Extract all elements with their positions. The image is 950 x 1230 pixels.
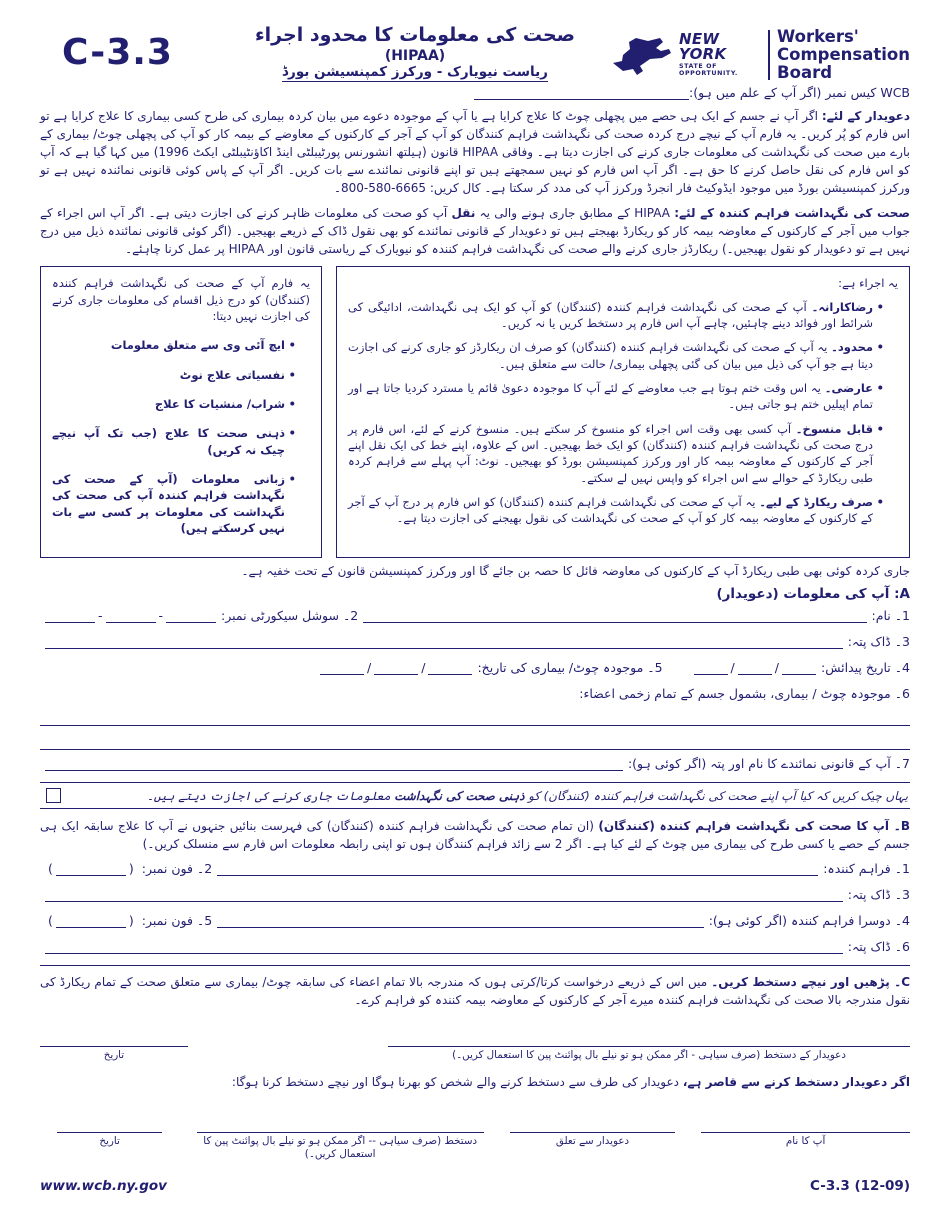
claimant-signature-col [388,1031,910,1062]
row-mailing-address [40,634,910,649]
mental-health-consent-text: یہاں چیک کریں کہ کیا آپ اپنے صحت کی نگہداشت فراہم کنندہ (کنندگان) کو ذہنی صحت کی نگہداشت معلومات جاری کرنے کی اجازت دیتے ہیں۔ [146,788,908,803]
footer-form-code: C-3.3 (12-09) [810,1177,910,1194]
row-provider2-address [40,939,910,954]
injury-day-line[interactable] [374,660,418,675]
section-b-heading [40,817,910,853]
section-b-description: (ان تمام صحت کی نگہداشت فراہم کنندہ (کنندگان) کی فہرست بنائیں جنہوں نے آپ کا علاج سابقہ ایک ہی جسم کے حصے یا کسی طرح کی بیماری میں چوٹ کے لئے کیا ہے۔ اگر 2 سے زائد فراہم کنندگان ہوں تو اپنی رابطہ معلومات اس فارم سے منسلک کریں۔) [40,819,910,852]
relation-col [510,1117,675,1148]
phone2-label: 5۔ فون نمبر: [141,913,213,929]
row-legal-rep [40,756,910,771]
release-item-temporary: • عارضی۔ یہ اس وقت ختم ہوتا ہے جب معاوضے کے لئے آپ کا موجودہ دعویٰ قائم یا مسترد کردیا جاتا ہے اور تمام اپیلیں ختم ہو جاتی ہیں۔ [348,380,884,413]
page-title: صحت کی معلومات کا محدود اجراء [254,24,576,46]
release-item-voluntary: • رضاکارانہ۔ آپ کے صحت کی نگہداشت فراہم کنندہ (کنندگان) کو آپ کو ایک ہی نگہداشت، ادائیگی کی شرائط اور فوائد دینے چاہئیں، چاہے آپ اس فارم پر دستخط کریں یا نہ کریں۔ [348,299,884,332]
form-header [40,24,910,81]
dob-year-line[interactable] [782,660,816,675]
phone1-input-line[interactable] [56,861,126,876]
provider2-input-line[interactable] [217,913,703,928]
wcb-case-number-label: WCB کیس نمبر (اگر آپ کے علم میں ہو): [689,85,910,101]
injury-slash1: / [367,660,372,676]
excluded-item-mental-health: • ذہنی صحت کا علاج (جب تک آپ نیچے چیک نہ کریں) [52,425,296,458]
brand-line2: Compensation [777,44,910,64]
representative-signature-label: دستخط (صرف سیاہی -- اگر ممکن ہو تو نیلے بال پوائنٹ پین کا استعمال کریں۔) [203,1134,478,1161]
dob-day-line[interactable] [738,660,772,675]
representative-signature-row [40,1117,910,1162]
logo-newyork-text: NEW YORK [679,30,727,64]
excluded-info-box [40,266,322,558]
title-block [220,24,610,80]
ssn-part3-line[interactable] [166,608,216,623]
your-name-col [701,1117,910,1148]
injury-year-line[interactable] [428,660,472,675]
ssn-dash2: - [158,608,164,624]
address-input-line[interactable] [45,634,843,649]
brand-line3: Board [777,62,833,82]
phone2-input-group [45,913,137,928]
injury-date-label: 5۔ موجودہ چوٹ/ بیماری کی تاریخ: [477,660,663,676]
form-subtitle-hipaa: (HIPAA) [384,47,446,64]
dob-input-group [694,660,816,675]
injury-slash2: / [421,660,426,676]
signature-date-label: تاریخ [103,1049,125,1062]
provider1-label: 1۔ فراہم کنندہ: [823,861,910,877]
excluded-item-oral-info: • زبانی معلومات (آپ کے صحت کی نگہداشت فراہم کنندہ آپ کی صحت کی نگہداشت کی معلومات پر کسی سے بات نہیں کرسکتے ہیں) [52,471,296,536]
form-number: C-3.3 [62,32,173,73]
section-c-text: میں اس کے ذریعے درخواست کرتا/کرتی ہوں کہ مندرجہ بالا تمام اعضاء کی سابقہ چوٹ/ بیماری سے متعلق صحت کے تمام ریکارڈ کی نقول مندرجہ بالا صحت کی نگہداشت فراہم کنندہ میرے آجر کے کارکنوں کے معاوضہ بیمہ کنندہ کو فراہم کرے۔ [40,975,910,1008]
row-provider1 [40,861,910,876]
representative-signature-col [197,1117,484,1162]
claimant-instructions: دعویدار کے لئے: اگر آپ نے جسم کے ایک ہی حصے میں پچھلی چوٹ کا علاج کرایا ہے یا آپ کے موجودہ دعوے میں بیان کردہ بیماری کی طرح کسی بیماری کا علاج کرایا ہے تو اس فارم کو پُر کریں۔ یہ فارم آپ کے نیچے درج کردہ صحت کی نگہداشت فراہم کنندگان کو آپ کے آجر کے کارکنوں کے معاوضے کے بیمہ کار کو آپ کی پچھلی چوٹ/ بیماری کے بارے میں صحت کی نگہداشت کی معلومات جاری کرنے کی اجازت دیتا ہے۔ وفاقی HIPAA قانون (ہیلتھ انشورنس پورٹیبلٹی اینڈ اکاؤنٹیبلٹی ایکٹ 1996) میں کہا گیا ہے کہ آپ کو اس فارم کی نقل حاصل کرنے کا حق ہے۔ اگر آپ اس فارم کو نہیں سمجھتے ہیں تو اپنے قانونی نمائندے سے بات کریں۔ اگر آپ کے پاس کوئی قانونی نمائندہ نہیں ہے تو ورکرز کمپنسیشن بورڈ میں موجود ایڈوکیٹ فار انجرڈ ورکرز آپ کی مدد کر سکتا ہے۔ کال کریں: 800-580-6665۔ [40,109,910,196]
phone1-paren-close: ) [128,861,134,877]
claimant-instructions-text: اگر آپ نے جسم کے ایک ہی حصے میں پچھلی چوٹ کا علاج کرایا ہے یا آپ کے موجودہ دعوے میں بیان کردہ بیماری کی طرح کسی بیماری کا علاج کرایا ہے تو اس فارم کو پُر کریں۔ یہ فارم آپ کے نیچے درج کردہ صحت کی نگہداشت فراہم کنندگان کو آپ کے آجر کے کارکنوں کے معاوضے کے بیمہ کار کو آپ کی پچھلی چوٹ/ بیماری کے بارے میں صحت کی نگہداشت کی معلومات جاری کرنے کی اجازت دیتا ہے۔ وفاقی HIPAA قانون (ہیلتھ انشورنس پورٹیبلٹی اینڈ اکاؤنٹیبلٹی ایکٹ 1996) میں کہا گیا ہے کہ آپ کو اس فارم کی نقل حاصل کرنے کا حق ہے۔ اگر آپ اس فارم کو نہیں سمجھتے ہیں تو اپنے قانونی نمائندے سے بات کریں۔ اگر آپ کے پاس کوئی قانونی نمائندہ نہیں ہے تو ورکرز کمپنسیشن بورڈ میں موجود ایڈوکیٹ فار انجرڈ ورکرز آپ کی مدد کر سکتا ہے۔ کال کریں: [40,109,910,196]
row-injury-description-label [40,686,910,701]
excluded-item-alcohol-drug: • شراب/ منشیات کا علاج [52,396,296,412]
legal-rep-label: 7۔ آپ کے قانونی نمائندے کا نام اور پتہ (اگر کوئی ہو): [627,756,910,772]
signature-date-line[interactable] [40,1031,188,1047]
row-provider2 [40,913,910,928]
provider2-address-label: 6۔ ڈاک پتہ: [847,939,910,955]
provider-instructions: صحت کی نگہداشت فراہم کنندہ کے لئے: HIPAA کے مطابق جاری ہونے والی یہ نقل آپ کو صحت کی معلومات ظاہر کرنے کی اجازت دیتی ہے۔ اگر آپ اس اجراء کے جواب میں آجر کے کارکنوں کے معاوضہ بیمہ کار کو ریکارڈ بھیجتے ہیں تو دعویدار کے قانونی نمائندے کو بھی نقول ڈاک کے ذریعے بھیجیں۔ (اگر کوئی قانونی نمائندہ ذیل میں درج نہیں ہے تو دعویدار کو نقول بھیجیں۔) ریکارڈز جاری کرنے والے صحت کی نگہداشت فراہم کنندہ کو نیویارک کے ریاستی قانون اور HIPAA پر عمل کرنا چاہئے۔ [40,206,910,257]
excluded-info-list [52,337,310,536]
release-terms-box [336,266,910,558]
logo-divider [768,30,771,80]
name-label: 1۔ نام: [871,608,910,624]
name-input-line[interactable] [363,608,866,623]
claimant-signature-row [40,1031,910,1062]
ssn-part2-line[interactable] [106,608,156,623]
row-provider1-address [40,887,910,902]
agency-name: ریاست نیویارک - ورکرز کمپنسیشن بورڈ [282,63,548,80]
your-name-line[interactable] [701,1117,910,1133]
injury-month-line[interactable] [320,660,364,675]
ssn-part1-line[interactable] [45,608,95,623]
legal-rep-input-line[interactable] [45,756,623,771]
release-item-revocable: • قابل منسوخ۔ آپ کسی بھی وقت اس اجراء کو منسوخ کر سکتے ہیں۔ منسوخ کرنے کے لئے، اس فارم پر درج صحت کی نگہداشت فراہم کنندہ (کنندگان) کو ایک خط بھیجیں۔ اس کے علاوہ، اپنے خط کی ایک نقل اپنے آجر کے کارکنوں کے معاوضہ بیمہ کار اور ورکرز کمپنسیشن بورڈ کو بھیجیں۔ نوٹ: آپ پہلے سے فراہم کردہ طبی ریکارڈ کے حوالے سے اس اجراء کو واپس نہیں لے سکتے۔ [348,421,884,486]
logo-wordmark [679,32,761,77]
dob-month-line[interactable] [694,660,728,675]
logo-tagline: STATE OF OPPORTUNITY. [679,63,738,77]
confidential-note: جاری کردہ کوئی بھی طبی ریکارڈ آپ کے کارکنوں کی معاوضہ فائل کا حصہ بن جائے گا اور ورکرز کمپنسیشن قانون کے تحت خفیہ ہے۔ [241,564,910,579]
section-c-title: C۔ پڑھیں اور نیچے دستخط کریں۔ [711,975,910,990]
phone2-paren-close: ) [128,913,134,929]
brand-name [777,28,910,81]
relation-label: دعویدار سے تعلق [555,1134,630,1147]
info-boxes [40,266,910,558]
provider-instructions-lead: صحت کی نگہداشت فراہم کنندہ کے لئے: [674,206,910,221]
release-box-intro: یہ اجراء ہے: [838,276,898,291]
representative-date-line[interactable] [57,1117,161,1133]
address-label: 3۔ ڈاک پتہ: [847,634,910,650]
dob-label: 4۔ تاریخ پیدائش: [820,660,910,676]
relation-line[interactable] [510,1117,675,1133]
release-terms-list [348,299,898,527]
unable-to-sign-note: اگر دعویدار دستخط کرنے سے قاصر ہے، دعویدار کی طرف سے دستخط کرنے والے شخص کو بھرنا ہوگا اور نیچے دستخط کرنا ہوگا: [231,1074,910,1089]
provider1-input-line[interactable] [217,861,818,876]
section-c-heading [40,973,910,1009]
mental-health-consent-row [40,782,910,809]
representative-signature-line[interactable] [197,1117,484,1133]
nys-logo [610,24,910,81]
section-divider [40,965,910,966]
advocate-phone-number: 800-580-6665 [340,181,426,196]
provider1-address-line[interactable] [45,887,843,902]
claimant-instructions-lead: دعویدار کے لئے: [821,109,910,124]
wcb-case-number-line[interactable] [474,85,689,100]
excluded-item-psychotherapy: • نفسیاتی علاج نوٹ [52,367,296,383]
row-dates [40,660,910,675]
signature-date-col [40,1031,188,1062]
provider2-label: 4۔ دوسرا فراہم کنندہ (اگر کوئی ہو): [708,913,910,929]
unable-to-sign-lead: اگر دعویدار دستخط کرنے سے قاصر ہے، [682,1074,910,1089]
footer-website: www.wcb.ny.gov [40,1177,167,1194]
phone1-label: 2۔ فون نمبر: [141,861,213,877]
phone2-input-line[interactable] [56,913,126,928]
provider1-address-label: 3۔ ڈاک پتہ: [847,887,910,903]
ssn-label: 2۔ سوشل سیکورٹی نمبر: [221,608,359,624]
injury-desc-line-1[interactable] [40,706,910,726]
injury-desc-line-2[interactable] [40,730,910,750]
representative-date-col [57,1117,161,1148]
excluded-box-intro: یہ فارم آپ کے صحت کی نگہداشت فراہم کنندہ (کنندگان) کو درج ذیل اقسام کی معلومات جاری کرنے کی اجازت نہیں دیتا: [52,276,310,324]
phone2-paren-open: ( [48,913,53,929]
phone1-input-group [45,861,137,876]
provider2-address-line[interactable] [45,939,843,954]
excluded-item-hiv: • ایچ آئی وی سے متعلق معلومات [52,337,296,353]
injury-desc-label: 6۔ موجودہ چوٹ / بیماری، بشمول جسم کے تمام زخمی اعضاء: [579,686,910,702]
representative-date-label: تاریخ [99,1134,120,1147]
section-a-title: A: آپ کی معلومات (دعویدار) [716,586,910,603]
section-b-title: B۔ آپ کا صحت کی نگہداشت فراہم کنندہ (کنندگان) [598,819,910,834]
row-name-ssn [40,608,910,623]
release-item-records-only: • صرف ریکارڈ کے لیے۔ یہ آپ کے صحت کی نگہداشت فراہم کنندہ (کنندگان) کو اس فارم پر درج آپ کے آجر کے کارکنوں کے معاوضہ بیمہ کار کو آپ کے صحت کی نگہداشت کی نقول بھیجنے کی اجازت دیتا ہے۔ [348,494,884,527]
ssn-dash1: - [98,608,103,624]
release-item-limited: • محدود۔ یہ آپ کے صحت کی نگہداشت فراہم کنندہ (کنندگان) کو صرف ان ریکارڈز کو جاری کرنے کی اجازت دیتا ہے جو آپ کی ذیل میں بیان کی گئی پچھلی بیماری/ حالت سے متعلق ہیں۔ [348,339,884,372]
dob-slash2: / [774,660,779,676]
dob-slash1: / [730,660,735,676]
your-name-label: آپ کا نام [785,1134,826,1147]
wcb-case-number-row [40,85,910,100]
claimant-signature-label: دعویدار کے دستخط (صرف سیاہی - اگر ممکن ہو تو نیلے بال پوائنٹ پین کا استعمال کریں۔) [452,1049,846,1062]
ssn-input-group [45,608,216,623]
ny-state-icon [610,33,672,77]
claimant-signature-line[interactable] [388,1031,910,1047]
form-footer [40,1178,910,1194]
phone1-paren-open: ( [48,861,53,877]
injury-date-input-group [320,660,472,675]
brand-line1: Workers' [777,27,859,46]
mental-health-checkbox[interactable] [46,788,61,803]
